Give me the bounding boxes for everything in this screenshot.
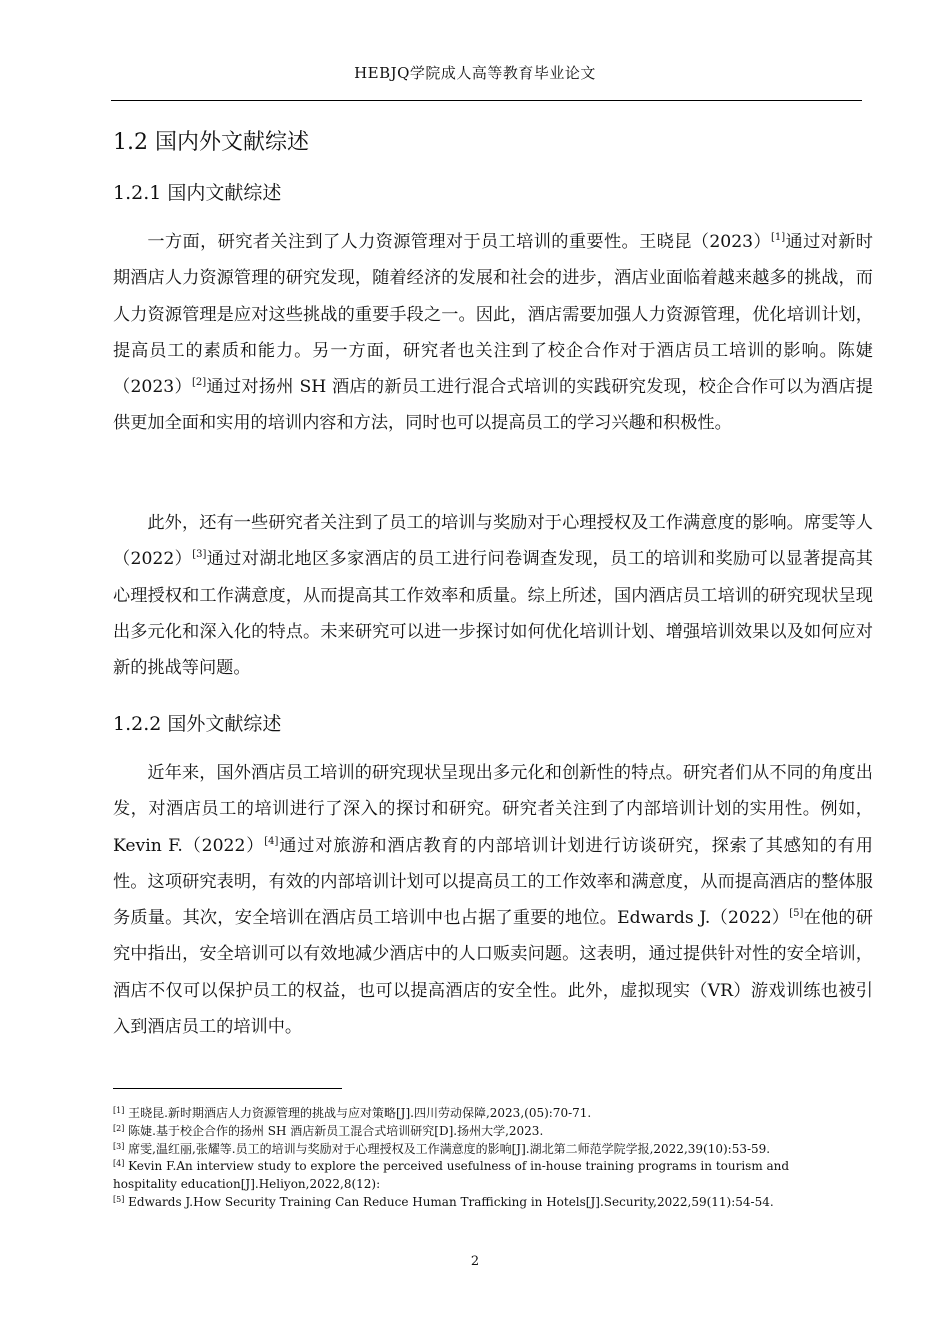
footnote-text: 席雯,温红丽,张耀等.员工的培训与奖励对于心理授权及工作满意度的影响[J].湖北第二师范学院学报,2022,39(10):53-59. (124, 1141, 771, 1156)
footnote-text: Edwards J.How Security Training Can Reduce Human Trafficking in Hotels[J].Security,2022,59(11):54-54. (124, 1194, 774, 1209)
paragraph-text: 通过对新时期酒店人力资源管理的研究发现，随着经济的发展和社会的进步，酒店业面临着越来越多的挑战，而人力资源管理是应对这些挑战的重要手段之一。因此，酒店需要加强人力资源管理，优化培训计划，提高员工的素质和能力。另一方面，研究者也关注到了校企合作对于酒店员工培训的影响。陈婕（2023） (113, 232, 873, 398)
footnote-divider (113, 1088, 342, 1089)
subsection-heading-foreign: 1.2.2 国外文献综述 (113, 713, 282, 735)
running-header: HEBJQ学院成人高等教育毕业论文 (354, 64, 596, 82)
paragraph-text: 通过对湖北地区多家酒店的员工进行问卷调查发现，员工的培训和奖励可以显著提高其心理授权和工作满意度，从而提高其工作效率和质量。综上所述，国内酒店员工培训的研究现状呈现出多元化和深入化的特点。未来研究可以进一步探讨如何优化培训计划、增强培训效果以及如何应对新的挑战等问题。 (113, 549, 873, 679)
footnote-mark: [4] (113, 1159, 125, 1169)
header-divider (111, 100, 862, 101)
citation-ref-1: [1] (771, 232, 786, 243)
subsection-heading-domestic: 1.2.1 国内文献综述 (113, 182, 282, 204)
paragraph-text: 此外，还有一些研究者关注到了员工的培训与奖励对于心理授权及工作满意度的影响。席雯等人（2022） (113, 513, 873, 570)
footnote-text: Kevin F.An interview study to explore the perceived usefulness of in-house training programs in tourism and hospitality education[J].Heliyon,2022,8(12): (113, 1159, 790, 1192)
citation-ref-2: [2] (191, 377, 207, 389)
footnote-1 (113, 1105, 853, 1123)
footnote-2 (113, 1123, 853, 1141)
footnote-mark: [3] (113, 1141, 125, 1151)
paragraph-text: 通过对扬州 SH 酒店的新员工进行混合式培训的实践研究发现，校企合作可以为酒店提供更加全面和实用的培训内容和方法，同时也可以提高员工的学习兴趣和积极性。 (113, 377, 873, 434)
citation-ref-3: [3] (192, 549, 207, 561)
footnote-mark: [5] (113, 1194, 125, 1204)
footnotes (113, 1105, 853, 1212)
section-heading: 1.2 国内外文献综述 (113, 130, 309, 155)
paragraph-domestic-1 (113, 224, 873, 442)
page-number: 2 (470, 1254, 480, 1269)
footnote-4 (113, 1158, 853, 1194)
footnote-text: 陈婕.基于校企合作的扬州 SH 酒店新员工混合式培训研究[D].扬州大学,2023. (124, 1123, 544, 1138)
citation-ref-4: [4] (264, 835, 279, 847)
paragraph-text: 一方面，研究者关注到了人力资源管理对于员工培训的重要性。王晓昆（2023） (147, 232, 772, 252)
citation-ref-5: [5] (789, 908, 804, 920)
paragraph-text: 通过对旅游和酒店教育的内部培训计划进行访谈研究，探索了其感知的有用性。这项研究表明，有效的内部培训计划可以提高员工的工作效率和满意度，从而提高酒店的整体服务质量。其次，安全培训在酒店员工培训中也占据了重要的地位。Edwards J.（2022） (113, 835, 873, 929)
footnote-5 (113, 1194, 853, 1212)
footnote-mark: [2] (113, 1123, 125, 1133)
paragraph-text: 在他的研究中指出，安全培训可以有效地减少酒店中的人口贩卖问题。这表明，通过提供针对性的安全培训，酒店不仅可以保护员工的权益，也可以提高酒店的安全性。此外，虚拟现实（VR）游戏训练也被引入到酒店员工的培训中。 (113, 908, 873, 1038)
footnote-3 (113, 1141, 853, 1159)
footnote-mark: [1] (113, 1106, 125, 1115)
paragraph-foreign-1 (113, 755, 873, 1045)
paragraph-domestic-2 (113, 505, 873, 686)
paragraph-text: 近年来，国外酒店员工培训的研究现状呈现出多元化和创新性的特点。研究者们从不同的角度出发，对酒店员工的培训进行了深入的探讨和研究。研究者关注到了内部培训计划的实用性。例如，Kevin F.（2022） (113, 763, 873, 856)
footnote-text: 王晓昆.新时期酒店人力资源管理的挑战与应对策略[J].四川劳动保障,2023,(05):70-71. (124, 1106, 592, 1120)
